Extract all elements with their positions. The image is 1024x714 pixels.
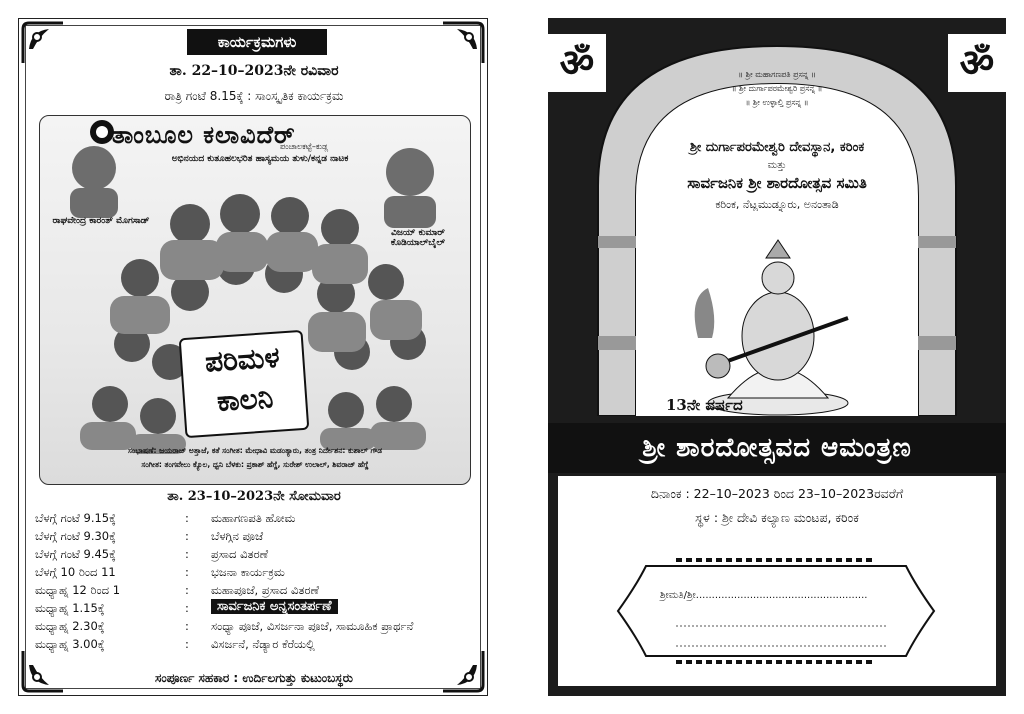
schedule-event: ಪ್ರಸಾದ ವಿತರಣೆ [211,547,269,561]
schedule-colon: : [185,619,189,633]
schedule-row [35,547,475,565]
invitation-page [548,18,1006,696]
schedule-event: ವಿಸರ್ಜನೆ, ನೆಡ್ಯಾರ ಕೆರೆಯಲ್ಲಿ [211,637,315,651]
poster-credits-line2: ಸಂಗೀತ: ತಂಗವೇಲು ಕ್ಯೊಲ, ಧ್ವನಿ ಬೆಳಕು: ಪ್ರಕಾಶ್ ಹೆಗ್ಡೆ, ಸುರೇಶ್ ಉಲಾಲ್, ಶಿವರಾಜ್ ಹೆಗ್ಡೆ [141,460,369,469]
edition-year: 13ನೇ ವರ್ಷದ [666,396,743,414]
schedule-colon: : [185,529,189,543]
prayer-line-1: ॥ ಶ್ರೀ ಮಹಾಗಣಪತಿ ಪ್ರಸನ್ನ ॥ [738,70,816,79]
temple-name: ಶ್ರೀ ದುರ್ಗಾಪರಮೇಶ್ವರಿ ದೇವಸ್ಥಾನ, ಕರಿಂಕ [689,140,865,155]
schedule-time: ಬೆಳಗ್ಗೆ ಗಂಟೆ 9.30ಕ್ಕೆ [35,529,116,543]
poster-credits-line1: ಸಂಭಾಷಣೆ: ಜಯರಾಜ್ ಅತ್ತಾಜೆ, ಕತೆ ಸಂಗೀತ: ಮೇಧಾವಿ ಮಡಂತ್ಯಾರು, ತಂತ್ರ ನಿರ್ದೇಶನ: ಕುಶಾಲ್ ಗೌಡ [127,446,383,455]
event-venue: ಸ್ಥಳ : ಶ್ರೀ ದೇವಿ ಕಲ್ಯಾಣ ಮಂಟಪ, ಕರಿಂಕ [695,510,859,525]
schedule-event: ಮಹಾಗಣಪತಿ ಹೋಮ [211,511,296,525]
schedule-row [35,637,475,655]
play-title-line2: ಕಾಲನಿ [215,381,275,418]
corner-ornament-icon [19,19,67,67]
schedule-time: ಬೆಳಗ್ಗೆ 10 ರಿಂದ 11 [35,565,116,579]
programs-heading: ಕಾರ್ಯಕ್ರಮಗಳು [187,29,327,55]
schedule-page [18,18,488,696]
invitation-details [558,476,996,686]
schedule-time: ಮಧ್ಯಾಹ್ನ 1.15ಕ್ಕೆ [35,601,105,615]
goddess-sharada-icon [688,218,868,418]
support-footer: ಸಂಪೂರ್ಣ ಸಹಕಾರ : ಉರ್ದಿಲಗುತ್ತು ಕುಟುಂಬಸ್ಥರು [155,671,353,685]
corner-ornament-icon [439,19,487,67]
schedule-row [35,619,475,637]
day2-date: ತಾ. 23–10–2023ನೇ ಸೋಮವಾರ [167,489,341,504]
prayer-line-3: ॥ ಶ್ರೀ ಉಳ್ಳಾಲ್ತಿ ಪ್ರಸನ್ನ ॥ [745,98,809,107]
schedule-time: ಬೆಳಗ್ಗೆ ಗಂಟೆ 9.45ಕ್ಕೆ [35,547,116,561]
schedule-colon: : [185,601,189,615]
schedule-colon: : [185,637,189,651]
om-symbol-right: ॐ [948,34,1006,92]
committee-name: ಸಾರ್ವಜನಿಕ ಶ್ರೀ ಶಾರದೋತ್ಸವ ಸಮಿತಿ [687,174,867,192]
drama-tagline: ಅಭಿನಯದ ಕುತೂಹಲಭರಿತ ಹಾಸ್ಯಮಯ ತುಳು/ಕನ್ನಡ ನಾಟಕ [171,154,349,164]
schedule-time: ಬೆಳಗ್ಗೆ ಗಂಟೆ 9.15ಕ್ಕೆ [35,511,116,525]
schedule-row [35,529,475,547]
schedule-time: ಮಧ್ಯಾಹ್ನ 3.00ಕ್ಕೆ [35,637,105,651]
place-name: ಕರಿಂಕ, ನೆಟ್ಲಮುಡ್ನೂರು, ಅನಂತಾಡಿ [715,198,839,211]
addressee-frame-icon [616,556,936,666]
play-title-sign [179,330,310,438]
schedule-event: ಸಂಧ್ಯಾ ಪೂಜೆ, ವಿಸರ್ಜನಾ ಪೂಜೆ, ಸಾಮೂಹಿಕ ಪ್ರಾರ್ಥನೆ [211,619,414,633]
schedule-event: ಬೆಳಗ್ಗಿನ ಪೂಜೆ [211,529,264,543]
schedule-row-highlight [35,601,475,619]
schedule-event: ಭಜನಾ ಕಾರ್ಯಕ್ರಮ [211,565,285,579]
play-title-line1: ಪರಿಮಳ [203,340,281,379]
schedule-colon: : [185,547,189,561]
drama-troupe-name: ತಾಂಬೂಲ ಕಲಾವಿದೆರ್ [112,120,296,149]
schedule-row [35,565,475,583]
prayer-line-2: ॥ ಶ್ರೀ ದುರ್ಗಾಪರಮೇಶ್ವರಿ ಪ್ರಸನ್ನ ॥ [731,84,823,93]
schedule-list [35,511,475,655]
schedule-colon: : [185,565,189,579]
conjunction-text: ಮತ್ತು [767,160,787,171]
schedule-row [35,511,475,529]
night-program: ರಾತ್ರಿ ಗಂಟೆ 8.15ಕ್ಕೆ : ಸಾಂಸ್ಕೃತಿಕ ಕಾರ್ಯಕ್ರಮ [164,89,344,103]
addressee-line: ಶ್ರೀಮತಿ/ಶ್ರೀ...................................................... [660,590,868,601]
schedule-event: ಮಹಾಪೂಜೆ, ಪ್ರಸಾದ ವಿತರಣೆ [211,583,319,597]
troupe-location: ಪಂಚಾಲಕಟ್ಟೆ–ಕುಡ್ಲ [280,142,329,151]
director-caption: ರಾಘವೇಂದ್ರ ಕಾರಂತ್ ಮೊಗಸಾಡ್ [52,216,150,226]
event-dates: ದಿನಾಂಕ : 22–10–2023 ರಿಂದ 23–10–2023ರವರೆಗೆ [650,486,904,501]
actor-caption: ವಿಜಯ್ ಕುಮಾರ್ ಕೊಡಿಯಾಲ್‌ಬೈಲ್ [390,228,446,248]
om-symbol-left: ॐ [548,34,606,92]
invitation-banner: ಶ್ರೀ ಶಾರದೋತ್ಸವದ ಆಮಂತ್ರಣ [548,423,1006,473]
schedule-colon: : [185,583,189,597]
drama-poster [39,115,471,485]
schedule-time: ಮಧ್ಯಾಹ್ನ 12 ರಿಂದ 1 [35,583,121,597]
schedule-time: ಮಧ್ಯಾಹ್ನ 2.30ಕ್ಕೆ [35,619,105,633]
day1-date: ತಾ. 22–10–2023ನೇ ರವಿವಾರ [169,63,339,79]
schedule-event-highlight: ಸಾರ್ವಜನಿಕ ಅನ್ನಸಂತರ್ಪಣೆ [211,599,338,614]
schedule-colon: : [185,511,189,525]
